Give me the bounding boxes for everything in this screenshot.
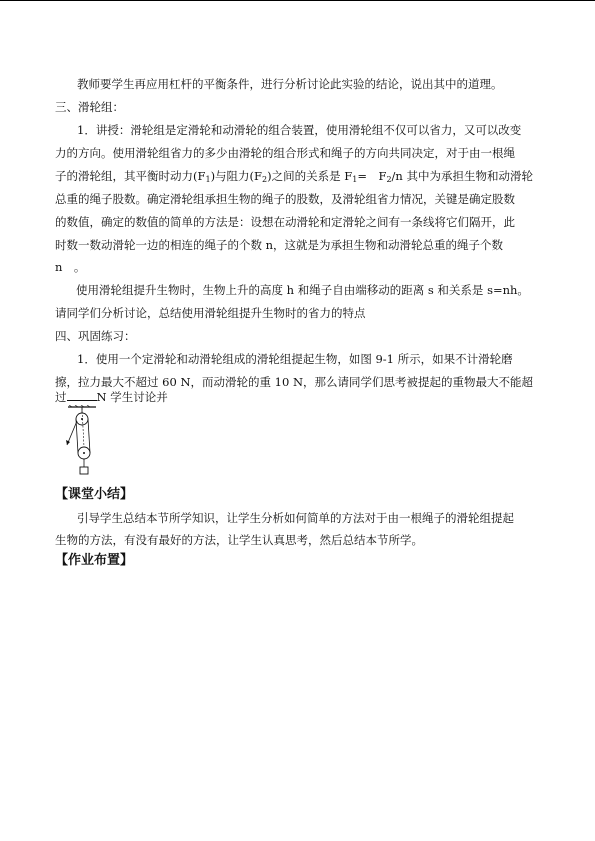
section-3-title: 三、滑轮组： xyxy=(55,100,124,114)
exercise-line-2: 擦，拉力最大不超过 60 N，而动滑轮的重 10 N，那么请同学们思考被提起的重物最大不能超 xyxy=(55,375,534,389)
summary-line-1: 引导学生总结本节所学知识，让学生分析如何简单的方法对于由一根绳子的滑轮组提起 xyxy=(77,511,514,525)
summary-heading: 【课堂小结】 xyxy=(55,487,134,502)
lecture-line-2: 力的方向。使用滑轮组省力的多少由滑轮的组合形式和绳子的方向共同决定，对于由一根绳 xyxy=(55,146,515,160)
lecture-line-3: 子的滑轮组，其平衡时动力$(F_1)$与阻力$(F_2)$之间的关系是 $F_1=$ $F_2/n$ 其中为承担生物和动滑轮 xyxy=(55,169,533,184)
lecture-line-6: 时数一数动滑轮一边的相连的绳子的个数 n，这就是为承担生物和动滑轮总重的绳子个数 xyxy=(55,238,504,252)
lecture-line-7: n 。 xyxy=(55,260,86,274)
lecture-line-1: 1．讲授：滑轮组是定滑轮和动滑轮的组合装置，使用滑轮组不仅可以省力，又可以改变 xyxy=(77,123,522,137)
exercise-line-3: 过 N 学生讨论并 xyxy=(55,390,168,404)
intro-paragraph: 教师要学生再应用杠杆的平衡条件，进行分析讨论此实验的结论，说出其中的道理。 xyxy=(77,77,503,91)
answer-blank xyxy=(67,389,97,401)
section-4-title: 四、巩固练习： xyxy=(55,329,136,343)
summary-line-2: 生物的方法，有没有最好的方法，让学生认真思考，然后总结本节所学。 xyxy=(55,533,423,547)
lift-line-1: 使用滑轮组提升生物时，生物上升的高度 h 和绳子自由端移动的距离 s 和关系是 s=nh。 xyxy=(76,283,529,297)
pulley-figure xyxy=(62,405,112,481)
lecture-line-4: 总重的绳子股数。确定滑轮组承担生物的绳子的股数，及滑轮组省力情况，关键是确定股数 xyxy=(55,192,515,206)
lift-line-2: 请同学们分析讨论，总结使用滑轮组提升生物时的省力的特点 xyxy=(55,306,366,320)
exercise-line-1: 1．使用一个定滑轮和动滑轮组成的滑轮组提起生物，如图 9-1 所示，如果不计滑轮磨 xyxy=(77,352,513,366)
homework-heading: 【作业布置】 xyxy=(55,553,134,568)
lecture-line-5: 的数值，确定的数值的简单的方法是：设想在动滑轮和定滑轮之间有一条线将它们隔开，此 xyxy=(55,215,515,229)
page-top-rule xyxy=(0,0,595,1)
